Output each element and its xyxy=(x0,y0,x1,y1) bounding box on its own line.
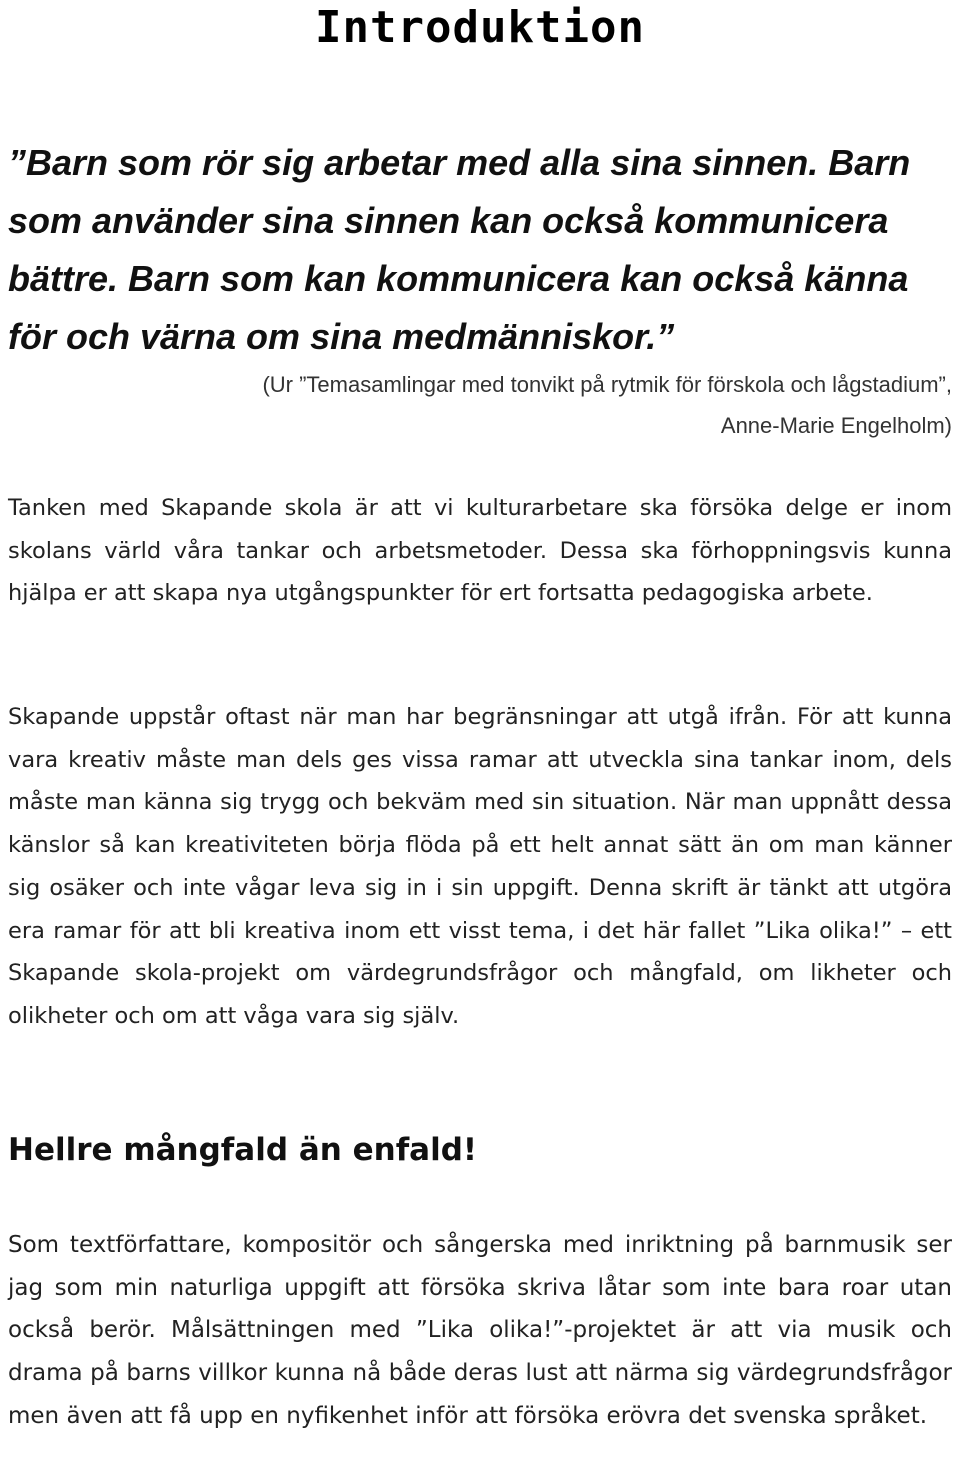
section-heading: Hellre mångfald än enfald! xyxy=(8,1132,478,1168)
quote-source xyxy=(52,364,952,446)
paragraph-barnmusik: Som textförfattare, kompositör och sångerska med inriktning på barnmusik ser jag som min naturliga uppgift att försöka skriva låtar som inte bara roar utan också berör. Målsättningen med ”Lika olika!”-projektet är att via musik och drama på barns villkor kunna nå både deras lust att närma sig värdegrundsfrågor men även att få upp en nyfikenhet inför att försöka erövra det svenska språket. xyxy=(8,1232,952,1429)
intro-quote: ”Barn som rör sig arbetar med alla sina sinnen. Barn som använder sina sinnen kan också kommunicera bättre. Barn som kan kommunicera kan också känna för och värna om sina medmänniskor.” xyxy=(8,142,911,357)
quote-source-line-1: (Ur ”Temasamlingar med tonvikt på rytmik för förskola och lågstadium”, xyxy=(262,372,952,397)
quote-source-line-2: Anne-Marie Engelholm) xyxy=(720,413,952,438)
page-title: Introduktion xyxy=(315,2,645,53)
paragraph-skapande-skola: Tanken med Skapande skola är att vi kulturarbetare ska försöka delge er inom skolans värld våra tankar och arbetsmetoder. Dessa ska förhoppningsvis kunna hjälpa er att skapa nya utgångspunkter för ert fortsatta pedagogiska arbete. xyxy=(8,495,952,607)
paragraph-kreativitet: Skapande uppstår oftast när man har begränsningar att utgå ifrån. För att kunna vara kreativ måste man dels ges vissa ramar att utveckla sina tankar inom, dels måste man känna sig trygg och bekväm med sin situation. När man uppnått dessa känslor så kan kreativiteten börja flöda på ett helt annat sätt än om man känner sig osäker och inte vågar leva sig in i sin uppgift. Denna skrift är tänkt att utgöra era ramar för att bli kreativa inom ett visst tema, i det här fallet ”Lika olika!” – ett Skapande skola-projekt om värdegrundsfrågor och mångfald, om likheter och olikheter och om att våga vara sig själv. xyxy=(8,704,952,1029)
